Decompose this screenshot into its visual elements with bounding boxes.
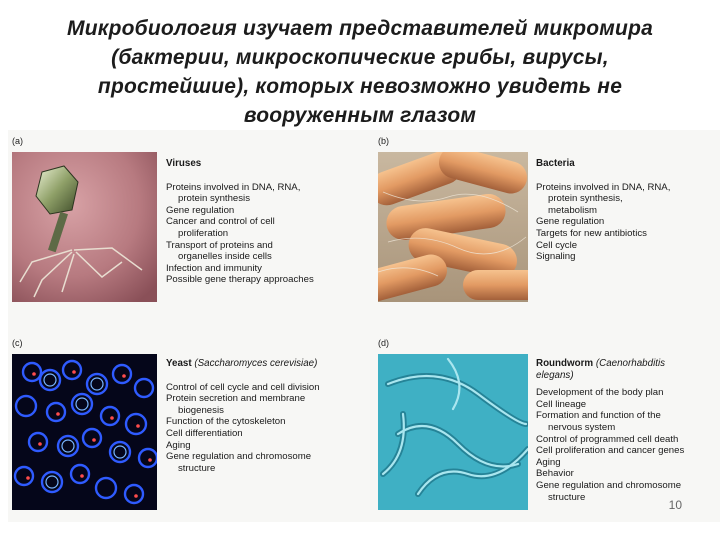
panel-a-item: Gene regulation (166, 204, 235, 216)
panel-a-item: protein synthesis (178, 193, 250, 205)
panel-c-item: structure (178, 462, 216, 474)
panel-d-item: structure (548, 491, 586, 503)
title-line-1: Микробиология изучает представителей микромира (67, 17, 653, 40)
panel-c-item: Aging (166, 439, 191, 451)
panel-c-heading (166, 358, 320, 370)
panel-c-item: Gene regulation and chromosome (166, 451, 312, 463)
panel-b-item: Targets for new antibiotics (536, 227, 647, 239)
panel-c-item: Protein secretion and membrane (166, 393, 306, 405)
panel-b-text (536, 158, 670, 263)
panel-d-letter: (d) (378, 338, 389, 348)
panel-d-item: Development of the body plan (536, 387, 664, 399)
virus-image (12, 152, 157, 302)
panel-a-heading: Viruses (166, 158, 202, 169)
panel-d-item: Cell lineage (536, 398, 587, 410)
yeast-image (12, 354, 157, 510)
panel-d-item: Gene regulation and chromosome (536, 479, 682, 491)
panel-c-letter: (c) (12, 338, 23, 348)
panel-a-letter: (a) (12, 136, 23, 146)
panel-d-item: nervous system (548, 421, 616, 433)
title-line-3: простейшие), которых невозможно увидеть не (97, 75, 623, 98)
roundworm-image (378, 354, 528, 510)
panel-c-item: biogenesis (178, 404, 224, 416)
panel-d-heading-sub2: elegans) (536, 369, 574, 381)
panel-a-text (166, 158, 314, 286)
panel-d-item: Aging (536, 456, 561, 468)
panel-d-item: Behavior (536, 468, 574, 480)
panel-c-item: Function of the cytoskeleton (166, 416, 286, 428)
panel-b-item: Gene regulation (536, 216, 605, 228)
panel-b-item: Cell cycle (536, 239, 578, 251)
panel-d-heading-sub: (Caenorhabditis (595, 358, 666, 369)
panel-b-item: metabolism (548, 204, 598, 216)
title-line-4: вооруженным глазом (243, 104, 477, 127)
bacteria-image (378, 152, 528, 302)
panel-d-text (536, 358, 684, 503)
panel-c-item: Cell differentiation (166, 427, 243, 439)
panel-b-letter: (b) (378, 136, 389, 146)
panel-c-item: Control of cell cycle and cell division (166, 381, 320, 393)
panel-a-item: Proteins involved in DNA, RNA, (166, 181, 301, 193)
panel-b-item: Signaling (536, 251, 576, 263)
panel-b-heading: Bacteria (536, 158, 575, 169)
title-line-2: (бактерии, микроскопические грибы, вирусы, (111, 46, 609, 69)
panel-d-item: Cell proliferation and cancer genes (536, 445, 685, 457)
panel-b-item: Proteins involved in DNA, RNA, (536, 181, 671, 193)
slide-title (10, 14, 710, 130)
model-organisms-figure (8, 130, 720, 522)
panel-a-item: proliferation (178, 227, 229, 239)
panel-d-item: Control of programmed cell death (536, 433, 679, 445)
panel-d-heading-main: Roundworm (536, 358, 594, 369)
panel-d-item: Formation and function of the (536, 410, 661, 422)
panel-c-heading-sub: (Saccharomyces cerevisiae) (194, 358, 318, 369)
panel-c-text (166, 358, 320, 474)
panel-a-item: organelles inside cells (178, 251, 272, 263)
panel-a-item: Transport of proteins and (166, 239, 273, 251)
panel-d-heading (536, 358, 684, 381)
panel-c-heading-main: Yeast (166, 358, 192, 369)
panel-a-item: Possible gene therapy approaches (166, 274, 314, 286)
panel-a-item: Cancer and control of cell (166, 216, 275, 228)
panel-a-item: Infection and immunity (166, 262, 262, 274)
page-number: 10 (668, 498, 682, 512)
panel-b-item: protein synthesis, (548, 193, 623, 205)
